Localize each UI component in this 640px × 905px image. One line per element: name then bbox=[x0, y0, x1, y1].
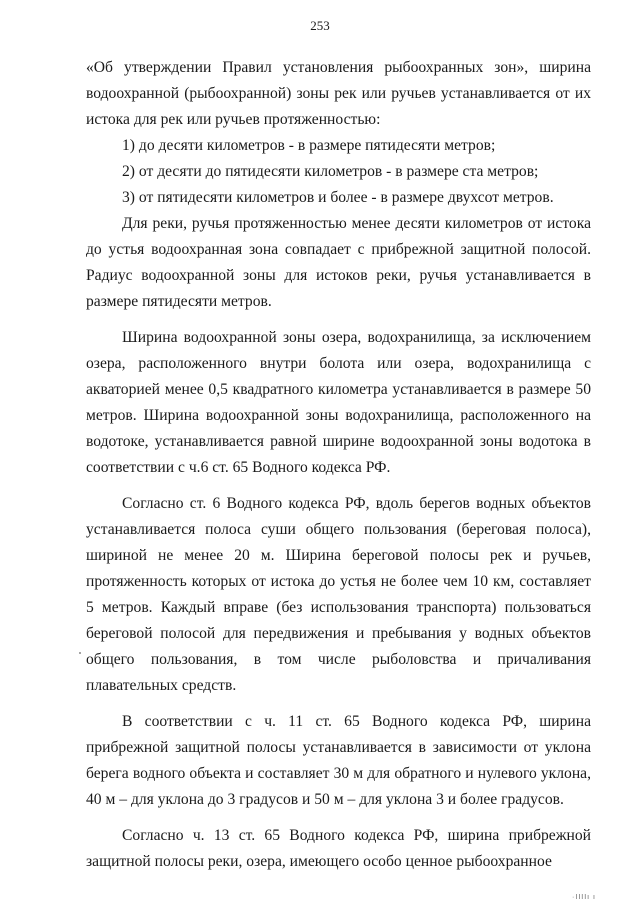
paragraph-protective-strip: В соответствии с ч. 11 ст. 65 Водного кодекса РФ, ширина прибрежной защитной полосы устанавливается в зависимости от уклона берега водного объекта и составляет 30 м для обратного и нулевого уклона, 40 м – для уклона до 3 градусов и 50 м – для уклона 3 и более градусов. bbox=[86, 713, 591, 808]
list-item-1: 1) до десяти километров - в размере пятидесяти метров; bbox=[122, 137, 496, 154]
paragraph-fishery-value: Согласно ч. 13 ст. 65 Водного кодекса РФ, ширина прибрежной защитной полосы реки, озера, имеющего особо ценное рыбоохранное bbox=[86, 827, 591, 870]
footer-mark: ·IIIIı ı bbox=[572, 894, 596, 901]
scan-speck bbox=[79, 652, 81, 654]
list-item-3: 3) от пятидесяти километров и более - в размере двухсот метров. bbox=[122, 189, 554, 206]
paragraph-continuation: «Об утверждении Правил установления рыбоохранных зон», ширина водоохранной (рыбоохранной) зоны рек или ручьев устанавливается от их истока для рек или ручьев протяженностью: bbox=[86, 59, 591, 128]
paragraph-lake-reservoir: Ширина водоохранной зоны озера, водохранилища, за исключением озера, расположенного внутри болота или озера, водохранилища с акваторией менее 0,5 квадратного километра устанавливается в размере 50 метров. Ширина водоохранной зоны водохранилища, расположенного на водотоке, устанавливается равной ширине водоохранной зоны водотока в соответствии с ч.6 ст. 65 Водного кодекса РФ. bbox=[86, 329, 591, 476]
page-number: 253 bbox=[310, 18, 330, 33]
paragraph-river-stream: Для реки, ручья протяженностью менее десяти километров от истока до устья водоохранная зона совпадает с прибрежной защитной полосой. Радиус водоохранной зоны для истоков реки, ручья устанавливается в размере пятидесяти метров. bbox=[86, 215, 591, 310]
list-item-2: 2) от десяти до пятидесяти километров - в размере ста метров; bbox=[122, 163, 539, 180]
paragraph-shore-strip: Согласно ст. 6 Водного кодекса РФ, вдоль берегов водных объектов устанавливается полоса суши общего пользования (береговая полоса), шириной не менее 20 м. Ширина береговой полосы рек и ручьев, протяженность которых от истока до устья не более чем 10 км, составляет 5 метров. Каждый вправе (без использования транспорта) пользоваться береговой полосой для передвижения и пребывания у водных объектов общего пользования, в том числе рыболовства и причаливания плавательных средств. bbox=[86, 495, 591, 694]
document-body bbox=[86, 55, 591, 875]
